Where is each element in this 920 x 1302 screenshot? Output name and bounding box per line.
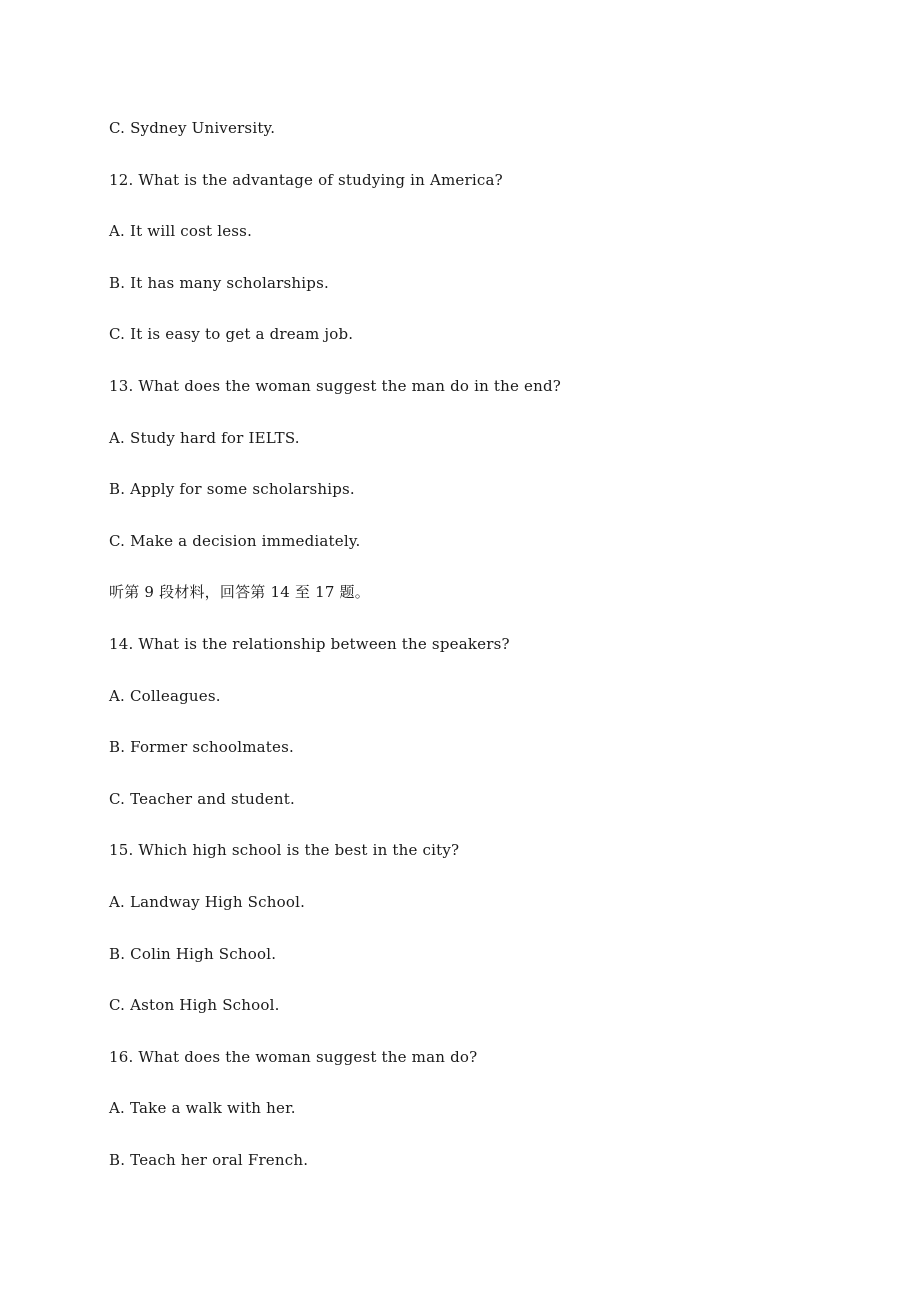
option-a-q14: A. Colleagues. xyxy=(109,686,221,705)
option-c-q15: C. Aston High School. xyxy=(109,996,280,1015)
option-a-q12: A. It will cost less. xyxy=(109,222,253,241)
option-b-q15: B. Colin High School. xyxy=(109,944,277,963)
option-a-q16: A. Take a walk with her. xyxy=(109,1099,296,1118)
section-instruction: 听第 9 段材料，回答第 14 至 17 题。 xyxy=(109,583,370,602)
question-13: 13. What does the woman suggest the man do in the end? xyxy=(109,376,562,395)
option-c-q12: C. It is easy to get a dream job. xyxy=(109,325,354,344)
option-c-q11: C. Sydney University. xyxy=(109,119,276,137)
option-c-q14: C. Teacher and student. xyxy=(109,789,295,808)
question-14: 14. What is the relationship between the speakers? xyxy=(109,634,510,653)
question-list xyxy=(109,117,869,1200)
question-12: 12. What is the advantage of studying in America? xyxy=(109,170,503,189)
question-16: 16. What does the woman suggest the man do? xyxy=(109,1047,478,1066)
option-c-q13: C. Make a decision immediately. xyxy=(109,531,361,550)
question-15: 15. Which high school is the best in the city? xyxy=(109,841,460,860)
option-b-q14: B. Former schoolmates. xyxy=(109,738,294,757)
option-b-q13: B. Apply for some scholarships. xyxy=(109,480,355,499)
option-a-q15: A. Landway High School. xyxy=(109,892,306,911)
option-b-q16: B. Teach her oral French. xyxy=(109,1150,309,1169)
option-b-q12: B. It has many scholarships. xyxy=(109,273,329,292)
option-a-q13: A. Study hard for IELTS. xyxy=(109,428,300,447)
